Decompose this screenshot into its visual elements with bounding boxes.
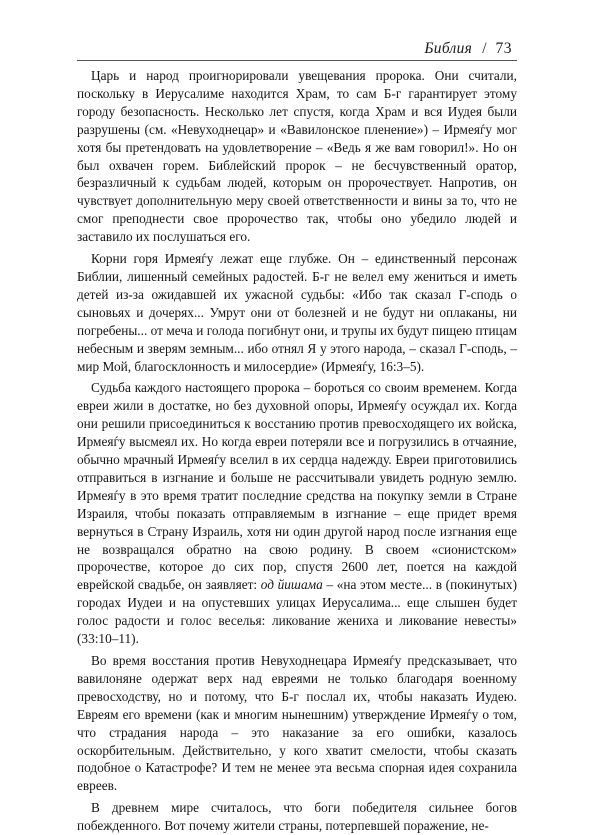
page-number: 73 bbox=[495, 40, 512, 57]
paragraph-5: В древнем мире считалось, что боги победителя сильнее богов побежденного. Вот почему жители страны, потерпевшей поражение, не- bbox=[77, 800, 517, 834]
header-rule bbox=[77, 60, 517, 61]
hebrew-phrase: од йишама bbox=[260, 577, 323, 593]
header-separator: / bbox=[482, 40, 487, 57]
body-text bbox=[77, 67, 517, 835]
paragraph-1: Царь и народ проигнорировали увещевания пророка. Они считали, поскольку в Иерусалиме находится Храм, то сам Б-г гарантирует этому городу безопасность. Несколько лет спустя, когда Храм и вся Иудея были разрушены (см. «Невуходнецар» и «Вавилонское пленение») – Ирмеяѓу мог хотя бы претендовать на удовлетворение – «Ведь я же вам говорил!». Но он был охвачен горем. Библейский пророк – не бесчувственный оратор, безразличный к судьбам людей, которым он пророчествует. Напротив, он чувствует дополнительную меру своей ответственности и вины за то, что не смог преподнести свое пророчество так, чтобы оно убедило людей и заставило их послушаться его. bbox=[77, 68, 517, 245]
paragraph-3-text-after: – «на этом месте... в (покинутых) городах Иудеи и на опустевших улицах Иерусалима... еще слышен будет голос радости и голос веселья: ликование жениха и ликование невесты» (33:10–11). bbox=[77, 577, 517, 647]
paragraph-4: Во время восстания против Невуходнецара Ирмеяѓу предсказывает, что вавилоняне одержат верх над евреями не только благодаря военному превосходству, но и потому, что Б-г послал их, чтобы наказать Иудею. Евреям его времени (как и многим нынешним) утверждение Ирмеяѓу о том, что страдания народа – это наказание за его ошибки, казалось оскорбительным. Действительно, у кого хватит смелости, чтобы сказать подобное о Катастрофе? И тем не менее эта весьма спорная идея сохранила евреев. bbox=[77, 653, 517, 794]
running-head bbox=[424, 40, 512, 58]
paragraph-3 bbox=[77, 379, 517, 648]
section-title: Библия bbox=[424, 40, 473, 57]
paragraph-2: Корни горя Ирмеяѓу лежат еще глубже. Он – единственный персонаж Библии, лишенный семейных радостей. Б-г не велел ему жениться и иметь детей из-за ожидавшей их ужасной судьбы: «Ибо так сказал Г-сподь о сыновьях и дочерях... Умрут они от болезней и не будут ни оплаканы, ни погребены... от меча и голода погибнут они, и трупы их будут пищею птицам небесным и зверям земным... ибо отнял Я у этого народа, – сказал Г-сподь, – мир Мой, благосклонность и милосердие» (Ирмеяѓу, 16:3–5). bbox=[77, 251, 517, 374]
paragraph-3-text-before: Судьба каждого настоящего пророка – бороться со своим временем. Когда евреи жили в достатке, но без духовной опоры, Ирмеяѓу осуждал их. Когда они решили присоединиться к восстанию против превосходящего их войска, Ирмеяѓу высмеял их. Но когда евреи потеряли все и погрузились в отчаяние, обычно мрачный Ирмеяѓу вселил в их сердца надежду. Евреи приготовились отправиться в изгнание и больше не рассчитывали увидеть родную землю. Ирмеяѓу в это время тратит последние средства на покупку земли в Стране Израиля, чтобы показать отправляемым в изгнание – еще придет время вернуться в Страну Израиль, хотя ни один другой народ после изгнания еще не возвращался обратно на свою родину. В своем «сионистском» пророчестве, которое до сих пор, спустя 2600 лет, поется на каждой еврейской свадьбе, он заявляет: bbox=[77, 380, 517, 593]
